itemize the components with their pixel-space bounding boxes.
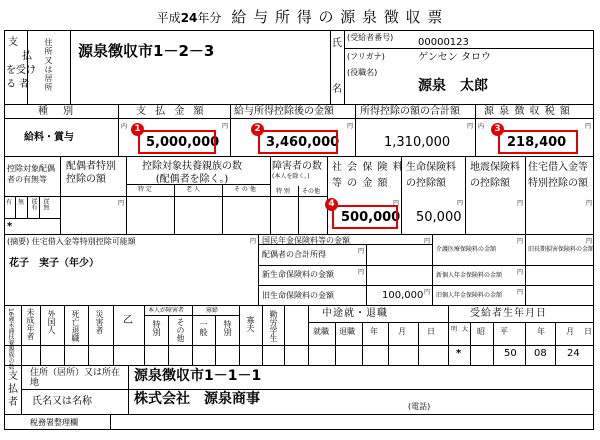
birth-label: 受給者生年月日 (470, 308, 547, 319)
birth-meiji: 明 (451, 326, 458, 333)
year-label: 平成24年分 (156, 11, 222, 25)
old-pension-label: 旧個人年金保険料の金額 (436, 292, 503, 299)
birth-month: 08 (534, 348, 547, 359)
yen-mark-4: 円 (585, 123, 592, 130)
yen-mark-18: 円 (586, 238, 593, 245)
form-title (0, 6, 600, 27)
yen-mark-8: 円 (517, 200, 524, 207)
yen-mark-7: 円 (457, 200, 464, 207)
position-label: (役職名) (347, 68, 378, 77)
recipient-id-label: (受給者番号) (347, 33, 394, 42)
status-otsu: 乙 (123, 315, 133, 326)
highlight-social-insurance (332, 205, 401, 229)
col-tax-header: 源 泉 徴 収 税 額 (484, 106, 571, 117)
status-widower: 寡夫 (246, 316, 255, 332)
status-minor: 未成年者 (26, 308, 35, 340)
name-label-2: 名 (332, 84, 342, 95)
after-deduction-amount: 3,460,000 (266, 135, 340, 150)
inner-mark-2: 内 (478, 123, 485, 130)
care-label: 介護医療保険料の金額 (436, 246, 497, 253)
yen-mark-14: 円 (424, 289, 431, 296)
spouse-special-header: 配偶者特別 控除の額 (66, 161, 116, 185)
col-after-deduction-header: 給与所得控除後の金額 (234, 106, 334, 117)
payer-phone-label: (電話) (408, 402, 431, 411)
chuto-label: 中途就・退職 (322, 308, 388, 319)
name-label: 氏 (332, 38, 342, 49)
furigana-value: ゲンセン タロウ (418, 52, 491, 63)
disabled-other: その他 (302, 188, 321, 195)
col-type-header: 種 別 (38, 106, 80, 117)
dep-sub-other: そ の 他 (234, 186, 256, 193)
chuto-day: 日 (427, 327, 435, 336)
life-insurance-header: 生命保険料 の控除額 (406, 162, 456, 189)
status-disabled-other: その他 (176, 318, 185, 342)
status-disaster: 災害者 (95, 310, 104, 334)
col-payment-header: 支 払 金 額 (136, 106, 207, 117)
quake-insurance-header: 地震保険料 の控除額 (470, 162, 520, 189)
spouse-mark-dep-no: 従無 (42, 198, 49, 210)
new-life-label: 新生命保険料の金額 (262, 270, 334, 279)
remarks-label: (摘要) 住宅借入金等特別控除可能額 (7, 237, 136, 246)
birth-showa: 昭 (477, 327, 485, 336)
status-widow-head: 寡婦 (206, 307, 219, 314)
yen-mark-9: 円 (586, 200, 593, 207)
title-text: 給 与 所 得 の 源 泉 徴 収 票 (231, 8, 444, 26)
social-insurance-header: 社 会 保 険 料 等 の 金 額 (332, 162, 404, 189)
birth-heisei: 平 (500, 327, 508, 336)
badge-3: 3 (491, 123, 504, 136)
asterisk-mark: * (7, 221, 13, 232)
chuto-hire: 就職 (313, 327, 329, 336)
recipient-section-label: 支 払 (8, 37, 32, 62)
spouse-income-label: 配偶者の合計所得 (262, 250, 326, 259)
badge-1: 1 (131, 123, 144, 136)
total-deductions-amount: 1,310,000 (384, 135, 451, 150)
withholding-tax-amount: 218,400 (507, 135, 567, 150)
pension-label: 国民年金保険料等の金額 (262, 236, 350, 245)
birth-taisho: 大 (462, 326, 469, 333)
highlight-tax (498, 130, 578, 154)
chuto-year: 年 (370, 327, 378, 336)
furigana-label: (フリガナ) (347, 52, 385, 61)
remarks-spouse: 花子 実子（年少） (9, 258, 99, 269)
spouse-exist-header: 控除対象配偶者の有無等 (7, 164, 55, 184)
yen-mark-1: 円 (222, 123, 229, 130)
dep-sub-elderly: 老 人 (186, 186, 200, 193)
recipient-section-label-2: を受け る 者 (6, 65, 36, 90)
yen-mark-10: 円 (250, 238, 257, 245)
yen-mark-2: 円 (347, 123, 354, 130)
payer-address: 源泉徴収市1－1－1 (134, 368, 262, 384)
yen-mark-15: 円 (517, 238, 524, 245)
birth-mark: * (456, 348, 462, 359)
yen-mark-3: 円 (467, 123, 474, 130)
chuto-month: 月 (398, 327, 406, 336)
badge-2: 2 (251, 123, 264, 136)
new-pension-label: 新個人年金保険料の金額 (436, 272, 503, 279)
recipient-id: 00000123 (418, 37, 469, 48)
spouse-mark-yes: 有 (6, 199, 13, 206)
status-disabled-head: 本人が障害者 (148, 307, 185, 314)
status-foreigner: 外国人 (47, 310, 56, 334)
housing-loan-header: 住宅借入金等 特別控除の額 (528, 162, 588, 189)
tax-office-field: 税務署整理欄 (30, 418, 78, 427)
payment-amount: 5,000,000 (146, 135, 220, 150)
status-under16: 16歳未満扶養親族の数 (7, 308, 14, 370)
yen-mark-13: 円 (358, 269, 365, 276)
status-death-retire: 死亡退職 (71, 310, 80, 342)
spouse-mark-no: 無 (18, 199, 25, 206)
highlight-payment (138, 130, 216, 154)
disabled-header: 障害者の数 (本人を除く。) (272, 161, 322, 180)
birth-year-label: 年 (537, 327, 545, 336)
income-type: 給料・賞与 (24, 132, 74, 143)
social-insurance-amount: 500,000 (341, 210, 401, 225)
yen-mark-17: 円 (517, 289, 524, 296)
payer-name: 株式会社 源泉商事 (134, 391, 260, 407)
col-total-deductions-header: 所得控除の額の合計額 (360, 106, 460, 117)
status-widow-general: 一般 (199, 320, 208, 336)
old-life-label: 旧生命保険料の金額 (262, 291, 334, 300)
payer-address-label: 住所（居所）又は所在地 (30, 368, 121, 388)
status-disabled-special: 特別 (152, 320, 161, 336)
highlight-after-deduction (258, 130, 338, 154)
yen-mark-6: 円 (393, 200, 400, 207)
birth-day: 24 (567, 348, 580, 359)
yen-mark-16: 円 (517, 269, 524, 276)
disabled-special: 特 別 (276, 188, 290, 195)
payer-name-label: 氏名又は名称 (32, 396, 92, 407)
chuto-retire: 退職 (339, 327, 355, 336)
yen-mark-12: 円 (358, 248, 365, 255)
spouse-mark-dep-yes: 従有 (30, 198, 37, 210)
dependents-header: 控除対象扶養親族の数 (配偶者を除く。) (142, 161, 242, 185)
badge-4: 4 (325, 198, 338, 211)
status-student: 勤労学生 (269, 310, 278, 342)
old-quake-label: 旧長期損害保険料の金額 (528, 246, 595, 253)
life-insurance-amount: 50,000 (416, 210, 462, 225)
birth-month-label: 月 (566, 327, 574, 336)
dep-sub-specific: 特 定 (138, 186, 152, 193)
old-life-value: 100,000 (382, 290, 424, 301)
birth-day-label: 日 (584, 327, 592, 336)
yen-mark-11: 円 (424, 238, 431, 245)
address-label: 住所又は居所 (44, 38, 53, 92)
yen-mark-5: 円 (118, 200, 125, 207)
inner-mark: 内 (121, 123, 128, 130)
payer-section-label: 支 払 者 (8, 371, 18, 408)
status-widow-special: 特別 (223, 320, 232, 336)
birth-year: 50 (504, 348, 517, 359)
recipient-address: 源泉徴収市1－2－3 (78, 42, 215, 60)
recipient-name: 源泉 太郎 (418, 78, 488, 94)
